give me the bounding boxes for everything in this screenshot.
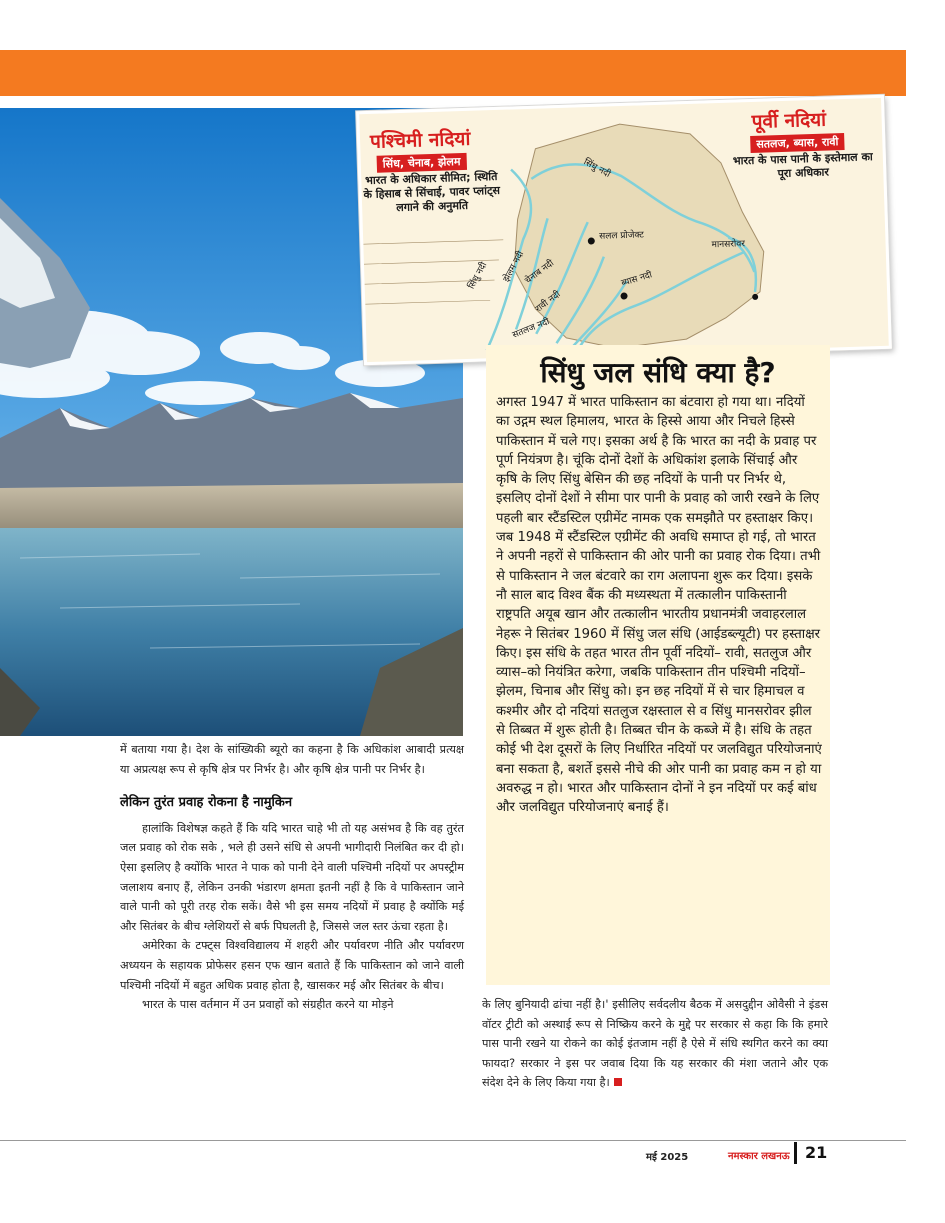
- article-paragraph-1: हालांकि विशेषज्ञ कहते हैं कि यदि भारत चाहे भी तो यह असंभव है कि वह तुरंत जल प्रवाह को रोक सके , भले ही उसने संधि से अपनी भागीदारी निलंबित कर दी हो। ऐसा इसलिए है क्योंकि भारत ने पाक को पानी देने वाली पश्चिमी नदियों पर अपस्ट्रीम जलाशय बनाए हैं, लेकिन उनकी भंडारण क्षमता इतनी नहीं है कि वे पाकिस्तान जाने वाले पानी को पूरी तरह रोक सकें। वैसे भी इस समय नदियों में प्रवाह है क्योंकि मई और सितंबर के बीच ग्लेशियरों से बर्फ पिघलती है, जिससे जल स्तर ऊंचा रहता है।: [120, 821, 464, 933]
- east-rivers-text: भारत के पास पानी के इस्तेमाल का पूरा अधिकार: [732, 150, 873, 181]
- article-right-column: [482, 995, 828, 1093]
- east-rivers-title: पूर्वी नदियां: [751, 108, 827, 133]
- label-mansarovar: मानसरोवर: [711, 239, 746, 251]
- article-end-mark-icon: [614, 1078, 622, 1086]
- label-beas: ब्यास नदी: [620, 270, 654, 289]
- header-orange-bar: [0, 50, 906, 96]
- label-chenab: चेनाब नदी: [523, 258, 556, 287]
- article-left-column: [120, 740, 464, 1015]
- label-jhelum: झेलम नदी: [501, 249, 527, 284]
- footer-divider: [0, 1140, 906, 1141]
- west-rivers-text: भारत के अधिकार सीमित; स्थिति के हिसाब से सिंचाई, पावर प्लांट्स लगाने की अनुमति: [363, 169, 501, 215]
- rivers-map-card: [356, 95, 892, 365]
- footer-magazine-logo: नमस्कार लखनऊ: [728, 1151, 790, 1162]
- label-salal-project: सलल प्रोजेक्ट: [599, 230, 645, 242]
- article-paragraph-2: अमेरिका के टफ्ट्स विश्वविद्यालय में शहरी और पर्यावरण नीति और पर्यावरण अध्ययन के सहायक प्रोफेसर हसन एफ खान बताते हैं कि पाकिस्तान को जाने वाली पश्चिमी नदियों में बहुत अधिक प्रवाह होता है, खासकर मई और सितंबर के बीच।: [120, 939, 464, 992]
- label-sindhu-left: सिंधु नदी: [466, 260, 490, 291]
- west-rivers-badge: सिंध, चेनाब, झेलम: [377, 153, 467, 173]
- explainer-box: [486, 345, 830, 985]
- label-ravi: रावी नदी: [533, 289, 563, 315]
- article-intro-paragraph: में बताया गया है। देश के सांख्यिकी ब्यूरो का कहना है कि अधिकांश आबादी प्रत्यक्ष या अप्रत्यक्ष रूप से कृषि क्षेत्र पर निर्भर है। और कृषि क्षेत्र पानी पर निर्भर है।: [120, 743, 464, 776]
- west-rivers-title: पश्चिमी नदियां: [369, 127, 471, 153]
- east-rivers-badge: सतलज, ब्यास, रावी: [750, 133, 845, 153]
- explainer-title: सिंधु जल संधि क्या है?: [540, 356, 776, 389]
- footer-separator: [794, 1142, 797, 1164]
- footer-issue-date: मई 2025: [646, 1152, 689, 1163]
- article-subheading: लेकिन तुरंत प्रवाह रोकना है नामुकिन: [120, 795, 293, 811]
- article-paragraph-3: भारत के पास वर्तमान में उन प्रवाहों को संग्रहीत करने या मोड़ने: [142, 998, 394, 1012]
- label-sindhu-top: सिंधु नदी: [581, 157, 612, 180]
- explainer-body: अगस्त 1947 में भारत पाकिस्तान का बंटवारा हो गया था। नदियों का उद्गम स्थल हिमालय, भारत के हिस्से आया और निचले हिस्से पाकिस्तान में चले गए। इसका अर्थ है कि भारत का नदी के प्रवाह पर पूर्ण नियंत्रण है। चूंकि दोनों देशों के अधिकांश इलाके सिंचाई और कृषि के लिए सिंधु बेसिन की छह नदियों के पानी पर निर्भर थे, इसलिए दोनों देशों ने सीमा पार पानी के प्रवाह को जारी रखने के लिए पहली बार स्टैंडस्टिल एग्रीमेंट नामक एक समझौते पर हस्ताक्षर किए। जब 1948 में स्टैंडस्टिल एग्रीमेंट की अवधि समाप्त हो गई, तो भारत ने अपनी नहरों से पाकिस्तान की ओर पानी का प्रवाह रोक दिया। तभी से पाकिस्तान ने जल बंटवारे का राग अलापना शुरू कर दिया। इसके नौ साल बाद विश्व बैंक की मध्यस्थता में तत्कालीन पाकिस्तानी राष्ट्रपति अयूब खान और तत्कालीन भारतीय प्रधानमंत्री जवाहरलाल नेहरू ने सितंबर 1960 में सिंधु जल संधि (आईडब्ल्यूटी) पर हस्ताक्षर किए। इस संधि के तहत भारत तीन पूर्वी नदियों– रावी, सतलुज और व्यास–को नियंत्रित करेगा, जबकि पाकिस्तान तीन पश्चिमी नदियों– झेलम, चिनाब और सिंधु को। इन छह नदियों में से चार हिमाचल व कश्मीर और दो नदियां सतलुज रक्षस्ताल से व सिंधु मानसरोवर झील से तिब्बत में शुरू होती है। तिब्बत चीन के कब्जे में है। संधि के तहत कोई भी देश दूसरों के लिए निर्धारित नदियों पर जलविद्युत परियोजनाएं बना सकता है, बशर्ते इससे नीचे की ओर पानी का प्रवाह कम न हो या अवरुद्ध न हो। भारत और पाकिस्तान दोनों ने इन नदियों पर कई बांध और जलविद्युत परियोजनाएं बनाई हैं।: [496, 395, 822, 816]
- label-satluj: सतलज नदी: [511, 316, 552, 341]
- footer-page-number: 21: [805, 1143, 828, 1162]
- article-right-paragraph: के लिए बुनियादी ढांचा नहीं है।' इसीलिए सर्वदलीय बैठक में असदुद्दीन ओवैसी ने इंडस वॉटर ट्रीटी को अस्थाई रूप से निष्क्रिय करने के मुद्दे पर सरकार से कहा कि कि हमारे पास पानी रखने या रोकने का कोई इंतजाम नहीं है ऐसे में संधि स्थगित करने का क्या फायदा? सरकार ने इस पर जवाब दिया कि यह सरकार की मंशा जताने और एक संदेश देने के लिए किया गया है।: [482, 998, 828, 1090]
